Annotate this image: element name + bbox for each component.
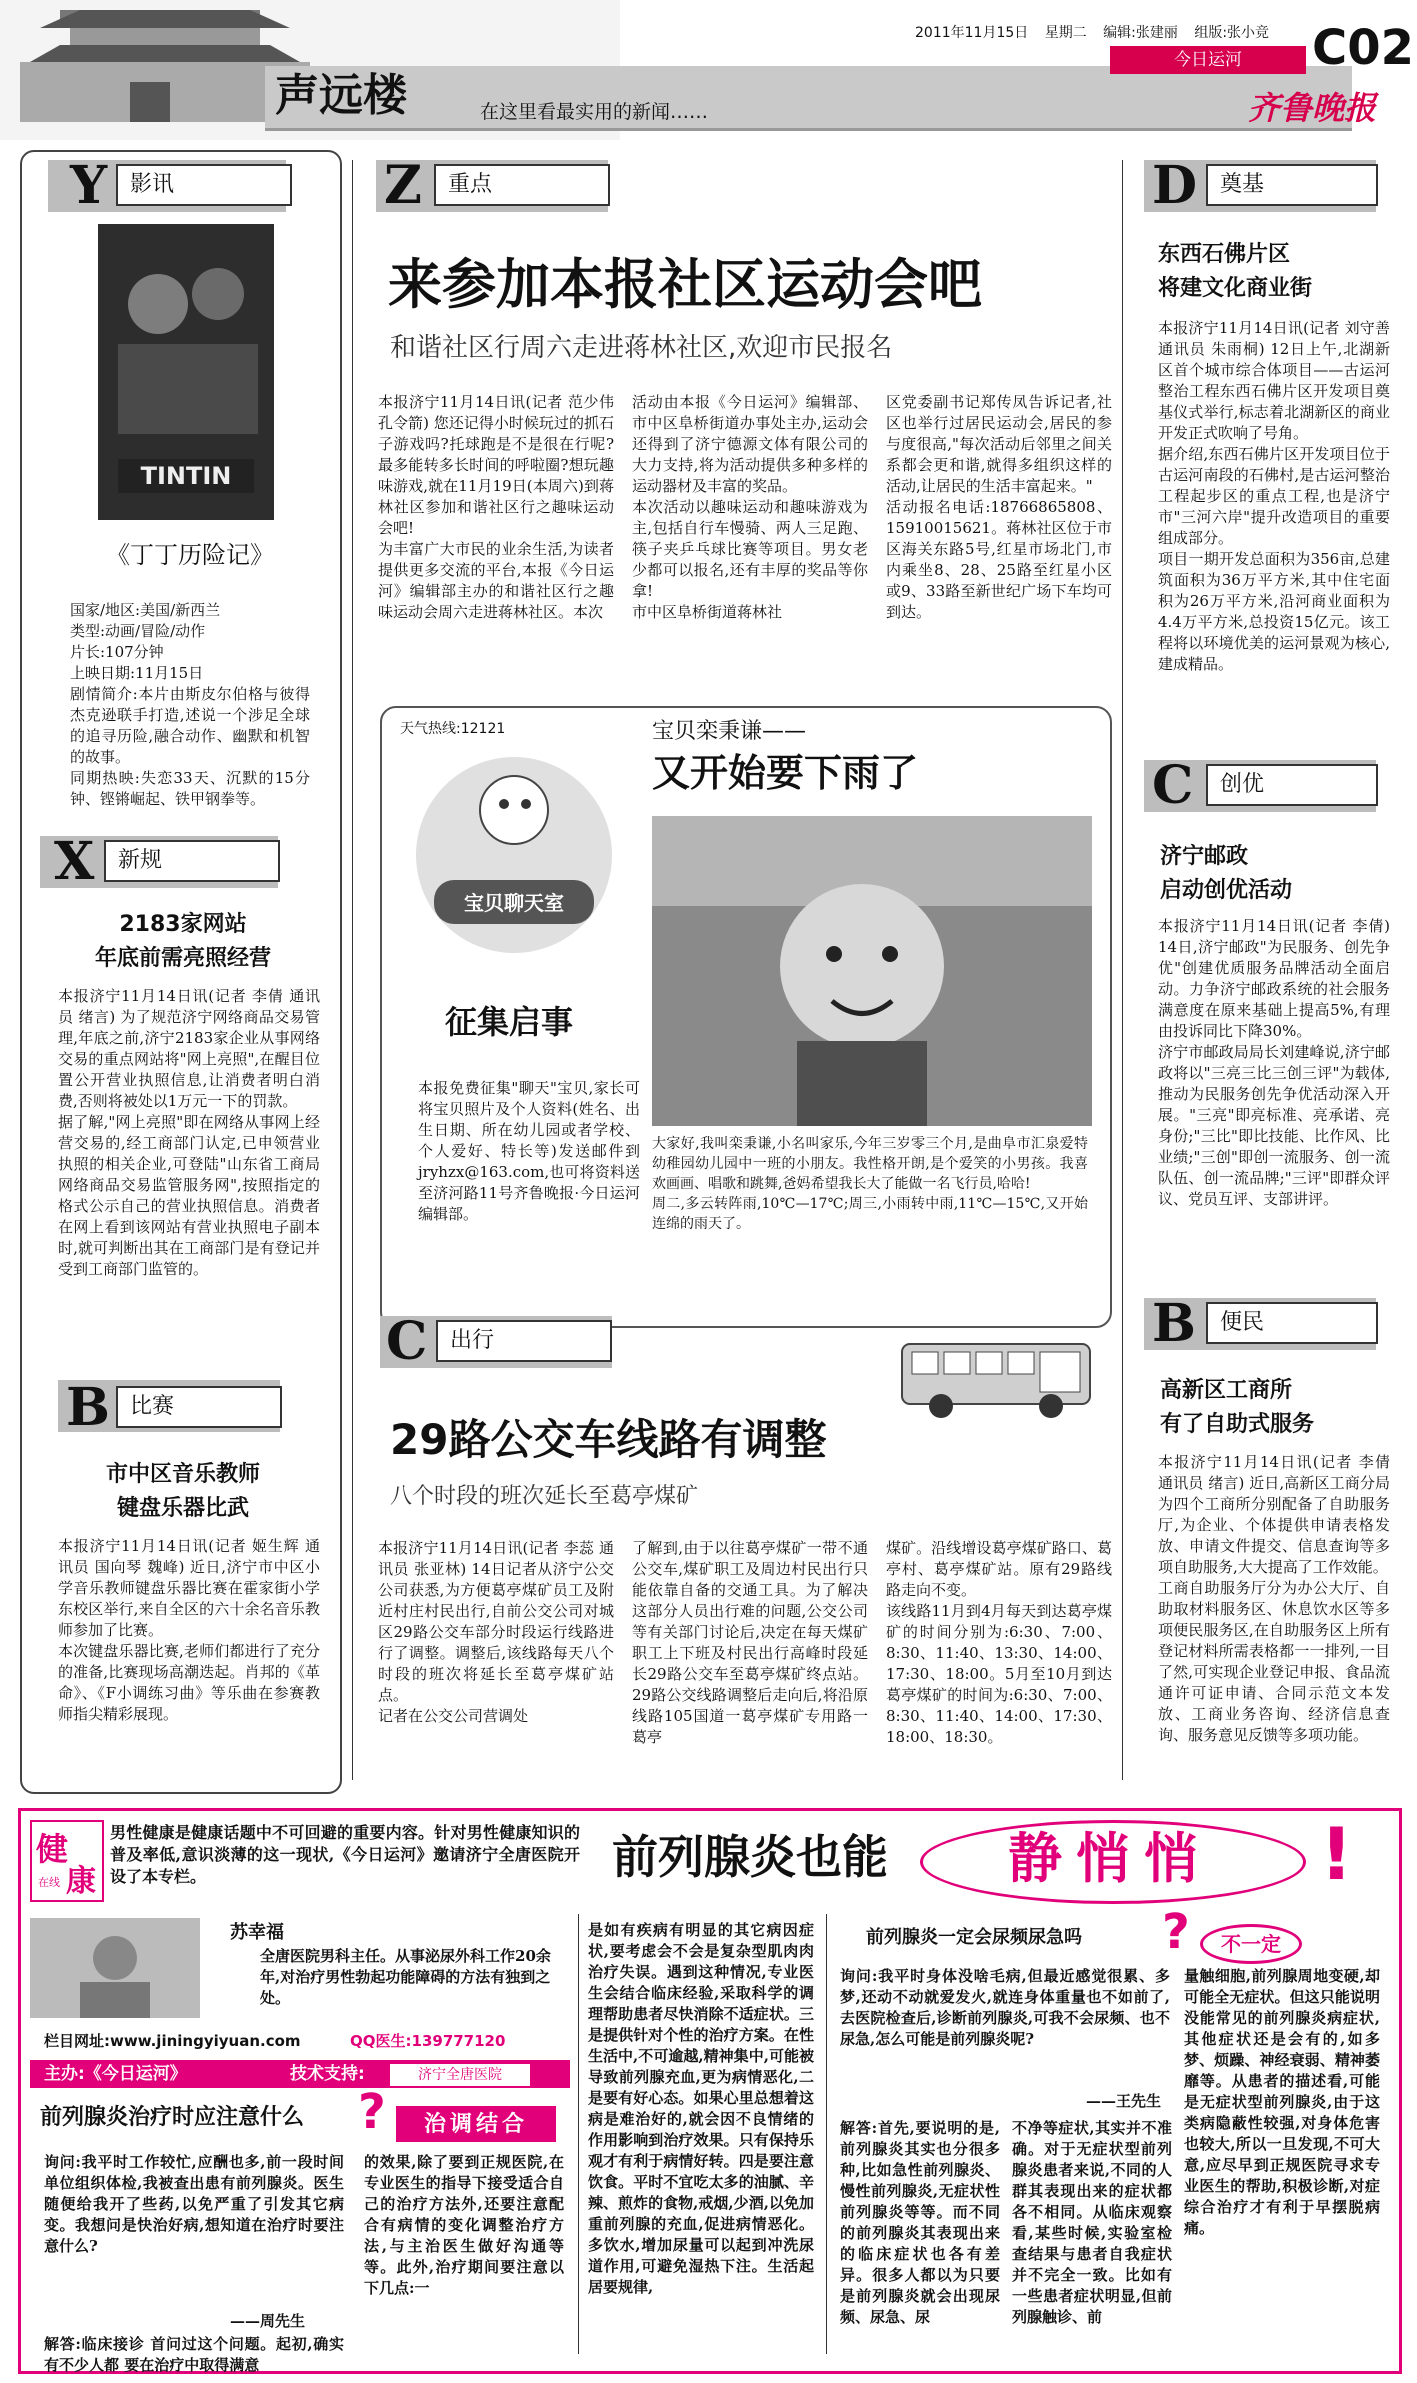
movie-info: 国家/地区:美国/新西兰 类型:动画/冒险/动作 片长:107分钟 上映日期:11月15日 剧情简介:本片由斯皮尔伯格与彼得杰克逊联手打造,述说一个涉足全球的追寻历险,融合动作、幽默和机智的故事。 同期热映:失恋33天、沉默的15分钟、铿锵崛起、铁甲钢拳等。 [70,601,310,808]
postal-body: 本报济宁11月14日讯(记者 李倩) 14日,济宁邮政"为民服务、创先争优"创建优质服务品牌活动全面启动。力争济宁邮政系统的社会服务满意度在原来基础上提高5%,有理由投诉同比下降30%。 济宁市邮政局局长刘建峰说,济宁邮政将以"三亮三比三创三评"为载体,推动为民服务创先争优活动深入开展。"三亮"即亮标准、亮承诺、亮身份;"三比"即比技能、比作风、比业绩;"三创"即创一流服务、创一流队伍、创一流品牌;"三评"即群众评议、党员互评、支部讲评。 [1158,917,1390,1208]
health-intro: 男性健康是健康话题中不可回避的重要内容。针对男性健康知识的普及率低,意识淡薄的这一现状,《今日运河》邀请济宁全唐医院开设了本专栏。 [110,1823,580,1886]
movie-poster [98,224,274,520]
q1-question: 询问:我平时工作较忙,应酬也多,前一段时间单位组织体检,我被查出患有前列腺炎。医生随便给我开了些药,以免严重了引发其它病变。我想问是快治好病,想知道在治疗时要注意什么? [44,2153,344,2255]
convenience-tag: 便民 [1206,1302,1378,1344]
foundation-tag: 奠基 [1206,164,1378,206]
q2-question-mark-icon: ? [1162,1904,1190,1960]
q2-tag: 不一定 [1200,1924,1302,1964]
hospital-name: 济宁全唐医院 [390,2064,530,2086]
rules-tag: 新规 [104,840,280,882]
bus-tag: 出行 [436,1320,612,1362]
column-website[interactable]: 栏目网址:www.jiningyiyuan.com [44,2032,301,2050]
postal-letter: C [1152,755,1194,816]
baby-headline: 又开始要下雨了 [652,751,919,795]
bus-headline: 29路公交车线路有调整 [390,1415,827,1464]
tech-support-text: 技术支持: [290,2064,365,2084]
health-main-title: 前列腺炎也能 [612,1830,888,1884]
movie-title: 《丁丁历险记》 [106,541,274,569]
poster-title: TINTIN [140,462,232,490]
foundation-body: 本报济宁11月14日讯(记者 刘守善 通讯员 朱雨桐) 12日上午,北湖新区首个城市综合体项目——古运河整治工程东西石佛片区开发项目奠基仪式举行,标志着北湖新区的商业开发正式吹响了号角。 据介绍,东西石佛片区开发项目位于古运河南段的石佛村,是古运河整治工程起步区的重点工程,也是济宁市"三河六岸"提升改造项目的重要组成部分。 项目一期开发总面积为356亩,总建筑面积为36万平方米,其中住宅面积为26万平方米,沿河商业面积为4.4万平方米,总投资15亿元。该工程将以环境优美的运河景观为核心,建成精品。 [1158,319,1390,673]
movie-tag: 影讯 [116,164,292,206]
q1-tag: 治调结合 [396,2106,556,2142]
cartoon-label: 宝贝聊天室 [464,891,564,915]
q1-answer: 解答:临床接诊 首问过这个问题。起初,确实有不少人都 要在治疗中取得满意 [44,2335,344,2374]
notice-body: 本报免费征集"聊天"宝贝,家长可将宝贝照片及个人资料(姓名、出生日期、所在幼儿园或者学校、个人爱好、特长等)发送邮件到jryhzx@163.com,也可将资料送至济河路11号齐鲁晚报·今日运河编辑部。 [418,1079,640,1223]
contest-tag: 比赛 [116,1386,282,1428]
q2-answer-col3: 量触细胞,前列腺周地变硬,却可能全无症状。但这只能说明没能常见的前列腺炎病症状,其他症状还是会有的,如多梦、烦躁、神经衰弱、精神萎靡等。从患者的描述看,可能是无症状型前列腺炎,由于这类病隐蔽性较强,对身体危害也较大,所以一旦发现,不可大意,应尽早到正规医院寻求专业医生的帮助,积极诊断,对症综合治疗才有利于早摆脱病痛。 [1184,1967,1380,2237]
sport-letter: Z [384,155,422,216]
weekday-text: 星期二 [1044,25,1087,41]
health-logo-char-1: 健 [36,1830,69,1868]
ad-divider-2 [826,1914,827,2354]
contest-headline-2: 键盘乐器比武 [116,1496,249,1521]
editor-text: 编辑:张建丽 [1103,25,1178,41]
exclaim-icon: ! [1320,1812,1353,1896]
health-logo-char-2: 康 [66,1864,96,1899]
health-logo-note: 在线 [38,1876,60,1889]
postal-tag: 创优 [1206,764,1378,806]
ad-mid-col1: 的效果,除了要到正规医院,在专业医生的指导下接受适合自己的治疗方法外,还要注意配合有病情的变化调整治疗方法,与主治医生做好沟通等等。此外,治疗期间要注意以下几点:一 [364,2153,564,2297]
notice-title: 征集启事 [445,1003,574,1041]
contest-letter: B [66,1377,110,1438]
baby-kicker: 宝贝栾秉谦—— [652,719,807,744]
convenience-letter: B [1152,1293,1196,1354]
bus-subhead: 八个时段的班次延长至葛亭煤矿 [390,1484,699,1509]
column-title-bar [265,66,1352,131]
convenience-headline-2: 有了自助式服务 [1160,1412,1315,1437]
sport-subhead: 和谐社区行周六走进蒋林社区,欢迎市民报名 [390,333,893,363]
paper-name: 齐鲁晚报 [1248,89,1377,127]
center-right-divider [1122,160,1123,1780]
bus-col1: 本报济宁11月14日讯(记者 李蕊 通讯员 张亚林) 14日记者从济宁公交公司获悉,为方便葛亭煤矿员工及附近村庄村民出行,自前公交公司对城区29路公交车部分时段运行线路进行了调整。调整后,该线路每天八个时段的班次将延长至葛亭煤矿站点。 记者在公交公司营调处 [378,1539,614,1725]
postal-headline-2: 启动创优活动 [1160,878,1293,903]
ad-divider-1 [578,1914,579,2354]
bus-col2: 了解到,由于以往葛亭煤矿一带不通公交车,煤矿职工及周边村民出行只能依靠自备的交通工具。为了解决这部分人员出行难的问题,公交公司等有关部门讨论后,决定在每天煤矿职工上下班及村民出行高峰时段延长29路公交车至葛亭煤矿终点站。29路公交线路调整后走向后,将沿原线路105国道一葛亭煤矿专用路一葛亭 [632,1539,868,1746]
sponsor-text: 主办:《今日运河》 [44,2064,187,2084]
foundation-letter: D [1152,155,1198,216]
bus-letter: C [386,1311,428,1372]
doctor-photo [30,1918,200,2018]
q1-title: 前列腺炎治疗时应注意什么 [40,2105,305,2130]
issue-date [915,22,1269,42]
page-number: C02 [1312,20,1415,76]
convenience-body: 本报济宁11月14日讯(记者 李倩 通讯员 绪言) 近日,高新区工商分局为四个工商所分别配备了自助服务厅,为企业、个体提供申请表格发放、申请文件提交、信息查询等多项自助服务,大大提高了工作效能。 工商自助服务厅分为办公大厅、自助取材料服务区、休息饮水区等多项便民服务区,在自助服务区上所有登记材料所需表格都一一排列,一目了然,可实现企业登记申报、食品流通许可证申请、合同示范文本发放、工商业务咨询、经济信息查询、服务意见反馈等多项功能。 [1158,1453,1390,1744]
doctor-bio: 全唐医院男科主任。从事泌尿外科工作20余年,对治疗男性勃起功能障碍的方法有独到之处。 [260,1947,551,2007]
q1-signature: ——周先生 [230,2312,306,2330]
health-logo [30,1820,104,1902]
q1-question-mark-icon: ? [358,2084,386,2140]
section-badge: 今日运河 [1110,46,1306,74]
q2-signature: ——王先生 [1086,2092,1162,2110]
postal-headline-1: 济宁邮政 [1160,844,1249,869]
layout-text: 组版:张小竞 [1194,25,1270,41]
movie-letter: Y [70,155,108,216]
baby-photo [652,816,1092,1126]
sport-tag: 重点 [434,164,610,206]
rules-headline-2: 年底前需亮照经营 [94,946,271,971]
q2-answer: 解答:首先,要说明的是,前列腺炎其实也分很多种,比如急性前列腺炎、慢性前列腺炎,无症状性前列腺炎等等。而不同的前列腺炎其表现出来的临床症状也各有差异。很多人都以为只要是前列腺炎就会出现尿频、尿急、尿 [840,2119,1000,2326]
ad-mid-col2: 是如有疾病有明显的其它病因症状,要考虑会不会是复杂型肌肉肉治疗失误。遇到这种情况,专业医生会结合临床经验,采取科学的调理帮助患者尽快消除不适症状。三是提供针对个性的治疗方案。在性生活中,不可逾越,精神集中,可能被导致前列腺充血,更为病情恶化,二是要有好心态。如果心里总想着这病是难治好的,就会因不良情绪的作用影响到治疗效果。只有保持乐观才有利于病情好转。四是要注意饮食。平时不宜吃太多的油腻、辛辣、煎炸的食物,戒烟,少酒,以免加重前列腺的充血,促进病情恶化。多饮水,增加尿量可以起到冲洗尿道作用,可避免湿热下注。生活起居要规律, [588,1921,814,2296]
sport-headline: 来参加本报社区运动会吧 [388,253,982,316]
rules-headline-1: 2183家网站 [119,912,247,937]
q2-answer-col2: 不净等症状,其实并不准确。对于无症状型前列腺炎患者来说,不同的人群其表现出来的症状都各不相同。从临床观察看,某些时候,实验室检查结果与患者自我症状并不完全一致。比如有一些患者症状明显,但前列腺触诊、前 [1012,2119,1172,2326]
baby-caption: 大家好,我叫栾秉谦,小名叫家乐,今年三岁零三个月,是曲阜市汇泉爱特幼稚园幼儿园中一班的小朋友。我性格开朗,是个爱笑的小男孩。我喜欢画画、唱歌和跳舞,爸妈希望我长大了能做一名飞行员,哈哈! 周二,多云转阵雨,10℃—17℃;周三,小雨转中雨,11℃—15℃,又开始连绵的雨天了。 [652,1136,1088,1232]
weather-hotline: 天气热线:12121 [400,721,506,737]
q2-question: 询问:我平时身体没啥毛病,但最近感觉很累、多梦,还动不动就爱发火,就连身体重量也不如前了,去医院检查后,诊断前列腺炎,可我不会尿频、也不尿急,怎么可能是前列腺炎呢? [840,1967,1170,2048]
cartoon-illustration [404,740,624,970]
center-left-divider [352,160,353,1780]
sport-col1: 本报济宁11月14日讯(记者 范少伟 孔令箭) 您还记得小时候玩过的抓石子游戏吗?托球跑是不是很在行呢?最多能转多长时间的呼啦圈?想玩趣味游戏,就在11月19日(本周六)到蒋林社区参加和谐社区行之趣味运动会吧! 为丰富广大市民的业余生活,为读者提供更多交流的平台,本报《今日运河》编辑部主办的和谐社区行之趣味运动会周六走进蒋林社区。本次 [378,393,614,621]
q2-title: 前列腺炎一定会尿频尿急吗 [866,1927,1082,1948]
rules-body: 本报济宁11月14日讯(记者 李倩 通讯员 绪言) 为了规范济宁网络商品交易管理,年底之前,济宁2183家企业从事网络交易的重点网站将"网上亮照",在醒目位置公开营业执照信息,让消费者明白消费,否则将被处以1万元一下的罚款。 据了解,"网上亮照"即在网络从事网上经营交易的,经工商部门认定,已申领营业执照的相关企业,可登陆"山东省工商局网络商品交易监管服务网",按照指定的格式公示自己的营业执照信息。消费者在网上看到该网站有营业执照电子副本时,就可判断出其在工商部门是有登记并受到工商部门监管的。 [58,987,320,1278]
health-big-word: 静悄悄 [1008,1826,1212,1890]
bus-col3: 煤矿。沿线增设葛亭煤矿路口、葛亭村、葛亭煤矿站。原有29路线路走向不变。 该线路11月到4月每天到达葛亭煤矿的时间分别为:6:30、7:00、8:30、11:40、13:30、14:00、17:30、18:00。5月至10月到达葛亭煤矿的时间为:6:30、7:00、8:30、11:40、14:00、17:30、18:00、18:30。 [886,1539,1112,1746]
qq-doctor: QQ医生:139777120 [350,2032,506,2050]
sport-col3: 区党委副书记郑传凤告诉记者,社区也举行过居民运动会,居民的参与度很高,"每次活动后邻里之间关系都会更和谐,就得多组织这样的活动,让居民的生活丰富起来。" 活动报名电话:18766865808、15910015621。蒋林社区位于市区海关东路5号,红星市场北门,市内乘坐8、28、25路至红星小区或9、33路至新世纪广场下车均可到达。 [886,393,1112,621]
convenience-headline-1: 高新区工商所 [1160,1378,1293,1403]
date-text: 2011年11月15日 [915,25,1029,41]
doctor-name: 苏幸福 [230,1922,284,1943]
foundation-headline-1: 东西石佛片区 [1158,242,1291,267]
contest-body: 本报济宁11月14日讯(记者 姬生辉 通讯员 国向琴 魏峰) 近日,济宁市中区小学音乐教师键盘乐器比赛在霍家街小学东校区举行,来自全区的六十余名音乐教师参加了比赛。 本次键盘乐器比赛,老师们都进行了充分的准备,比赛现场高潮迭起。肖邦的《革命》、《F小调练习曲》等乐曲在参赛教师指尖精彩展现。 [58,1537,320,1723]
masthead [0,0,1417,140]
rules-letter: X [54,831,95,892]
contest-headline-1: 市中区音乐教师 [105,1462,260,1487]
sport-col2: 活动由本报《今日运河》编辑部、市中区阜桥街道办事处主办,运动会还得到了济宁德源文体有限公司的大力支持,将为活动提供多种多样的运动器材及丰富的奖品。 本次活动以趣味运动和趣味游戏为主,包括自行车慢骑、两人三足跑、筷子夹乒乓球比赛等项目。男女老少都可以报名,还有丰厚的奖品等你拿! 市中区阜桥街道蒋林社 [632,393,868,621]
column-title: 声远楼 [275,70,407,121]
column-subtitle: 在这里看最实用的新闻…… [480,101,709,123]
bus-illustration [896,1334,1096,1424]
foundation-headline-2: 将建文化商业街 [1158,276,1313,301]
